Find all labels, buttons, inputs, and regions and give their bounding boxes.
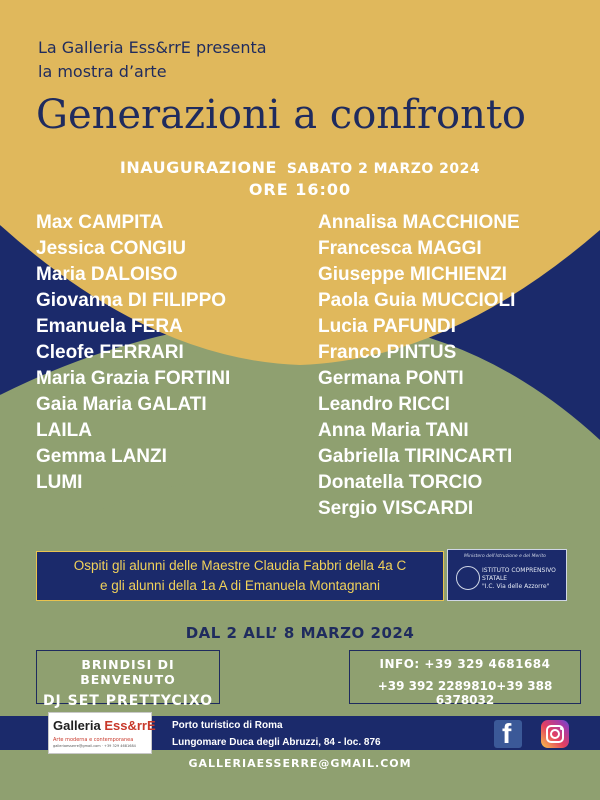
gallery-logo-subtitle: Arte moderna e contemporanea — [53, 737, 134, 743]
info-box — [349, 650, 581, 707]
logo-name-part-1: Galleria — [53, 718, 105, 733]
address-line-1: Porto turistico di Roma — [172, 720, 283, 731]
artist-name: Germana PONTI — [318, 368, 464, 389]
ministry-label: Ministero dell'Istruzione e del Merito — [464, 554, 546, 559]
extras-box — [36, 650, 220, 709]
artist-name: Gabriella TIRINCARTI — [318, 446, 513, 467]
artist-name: Lucia PAFUNDI — [318, 316, 456, 337]
school-line-1: ISTITUTO COMPRENSIVO — [482, 567, 556, 574]
artist-name: Anna Maria TANI — [318, 420, 469, 441]
artist-name: Jessica CONGIU — [36, 238, 186, 259]
guests-banner — [36, 551, 444, 601]
artist-name: Sergio VISCARDI — [318, 498, 474, 519]
facebook-icon[interactable]: f — [494, 720, 522, 748]
school-line-3: "I.C. Via delle Azzorre" — [482, 583, 550, 590]
inauguration-label: INAUGURAZIONE — [119, 158, 277, 177]
artist-name: Maria Grazia FORTINI — [36, 368, 231, 389]
artist-name: Annalisa MACCHIONE — [318, 212, 520, 233]
logo-name-part-2: Ess&rrE — [104, 718, 156, 733]
inauguration-date: SABATO 2 MARZO 2024 — [286, 161, 481, 177]
inauguration-line — [0, 158, 600, 177]
school-badge — [447, 549, 567, 601]
dj-set: DJ SET PRETTYCIXO — [42, 693, 214, 709]
artist-name: LAILA — [36, 420, 92, 441]
exhibition-dates: DAL 2 ALL’ 8 MARZO 2024 — [185, 624, 415, 642]
artist-name: Francesca MAGGI — [318, 238, 482, 259]
intro-line-1: La Galleria Ess&rrE presenta — [38, 38, 267, 57]
artist-name: Leandro RICCI — [318, 394, 450, 415]
artist-name: Giovanna DI FILIPPO — [36, 290, 227, 311]
gallery-logo-contact: galleriaesserre@gmail.com · +39 329 4681684 — [53, 744, 136, 748]
artist-name: Franco PINTUS — [318, 342, 457, 363]
welcome-toast: BRINDISI DI BENVENUTO — [80, 657, 176, 687]
intro-line-2: la mostra d’arte — [38, 62, 167, 81]
artist-name: Donatella TORCIO — [318, 472, 483, 493]
artist-name: Emanuela FERA — [36, 316, 183, 337]
artists-list-right — [318, 210, 520, 522]
gallery-logo — [48, 712, 156, 754]
instagram-icon[interactable] — [541, 720, 569, 748]
artist-name: Gemma LANZI — [36, 446, 167, 467]
inauguration-time: ORE 16:00 — [248, 180, 352, 199]
artist-name: Maria DALOISO — [36, 264, 178, 285]
artists-list-left — [36, 210, 230, 496]
guests-line-1: Ospiti gli alunni delle Maestre Claudia Fabbri della 4a C — [73, 558, 407, 573]
guests-line-2: e gli alunni della 1a A di Emanuela Montagnani — [100, 578, 380, 593]
artist-name: Gaia Maria GALATI — [36, 394, 207, 415]
info-phone-1: INFO: +39 329 4681684 — [379, 657, 551, 671]
artist-name: Cleofe FERRARI — [36, 342, 184, 363]
school-line-2: STATALE — [482, 575, 508, 582]
artist-name: Giuseppe MICHIENZI — [318, 264, 507, 285]
address-line-2: Lungomare Duca degli Abruzzi, 84 - loc. 876 — [172, 737, 381, 748]
exhibition-title: Generazioni a confronto — [36, 92, 526, 138]
school-name — [482, 567, 566, 591]
gallery-email[interactable]: GALLERIAESSERRE@GMAIL.COM — [188, 757, 412, 770]
republic-emblem-icon — [456, 566, 480, 590]
artist-name: LUMI — [36, 472, 83, 493]
artist-name: Paola Guia MUCCIOLI — [318, 290, 516, 311]
artist-name: Max CAMPITA — [36, 212, 164, 233]
info-phone-2: +39 392 2289810+39 388 6378032 — [377, 679, 553, 707]
gallery-logo-name — [53, 718, 156, 733]
